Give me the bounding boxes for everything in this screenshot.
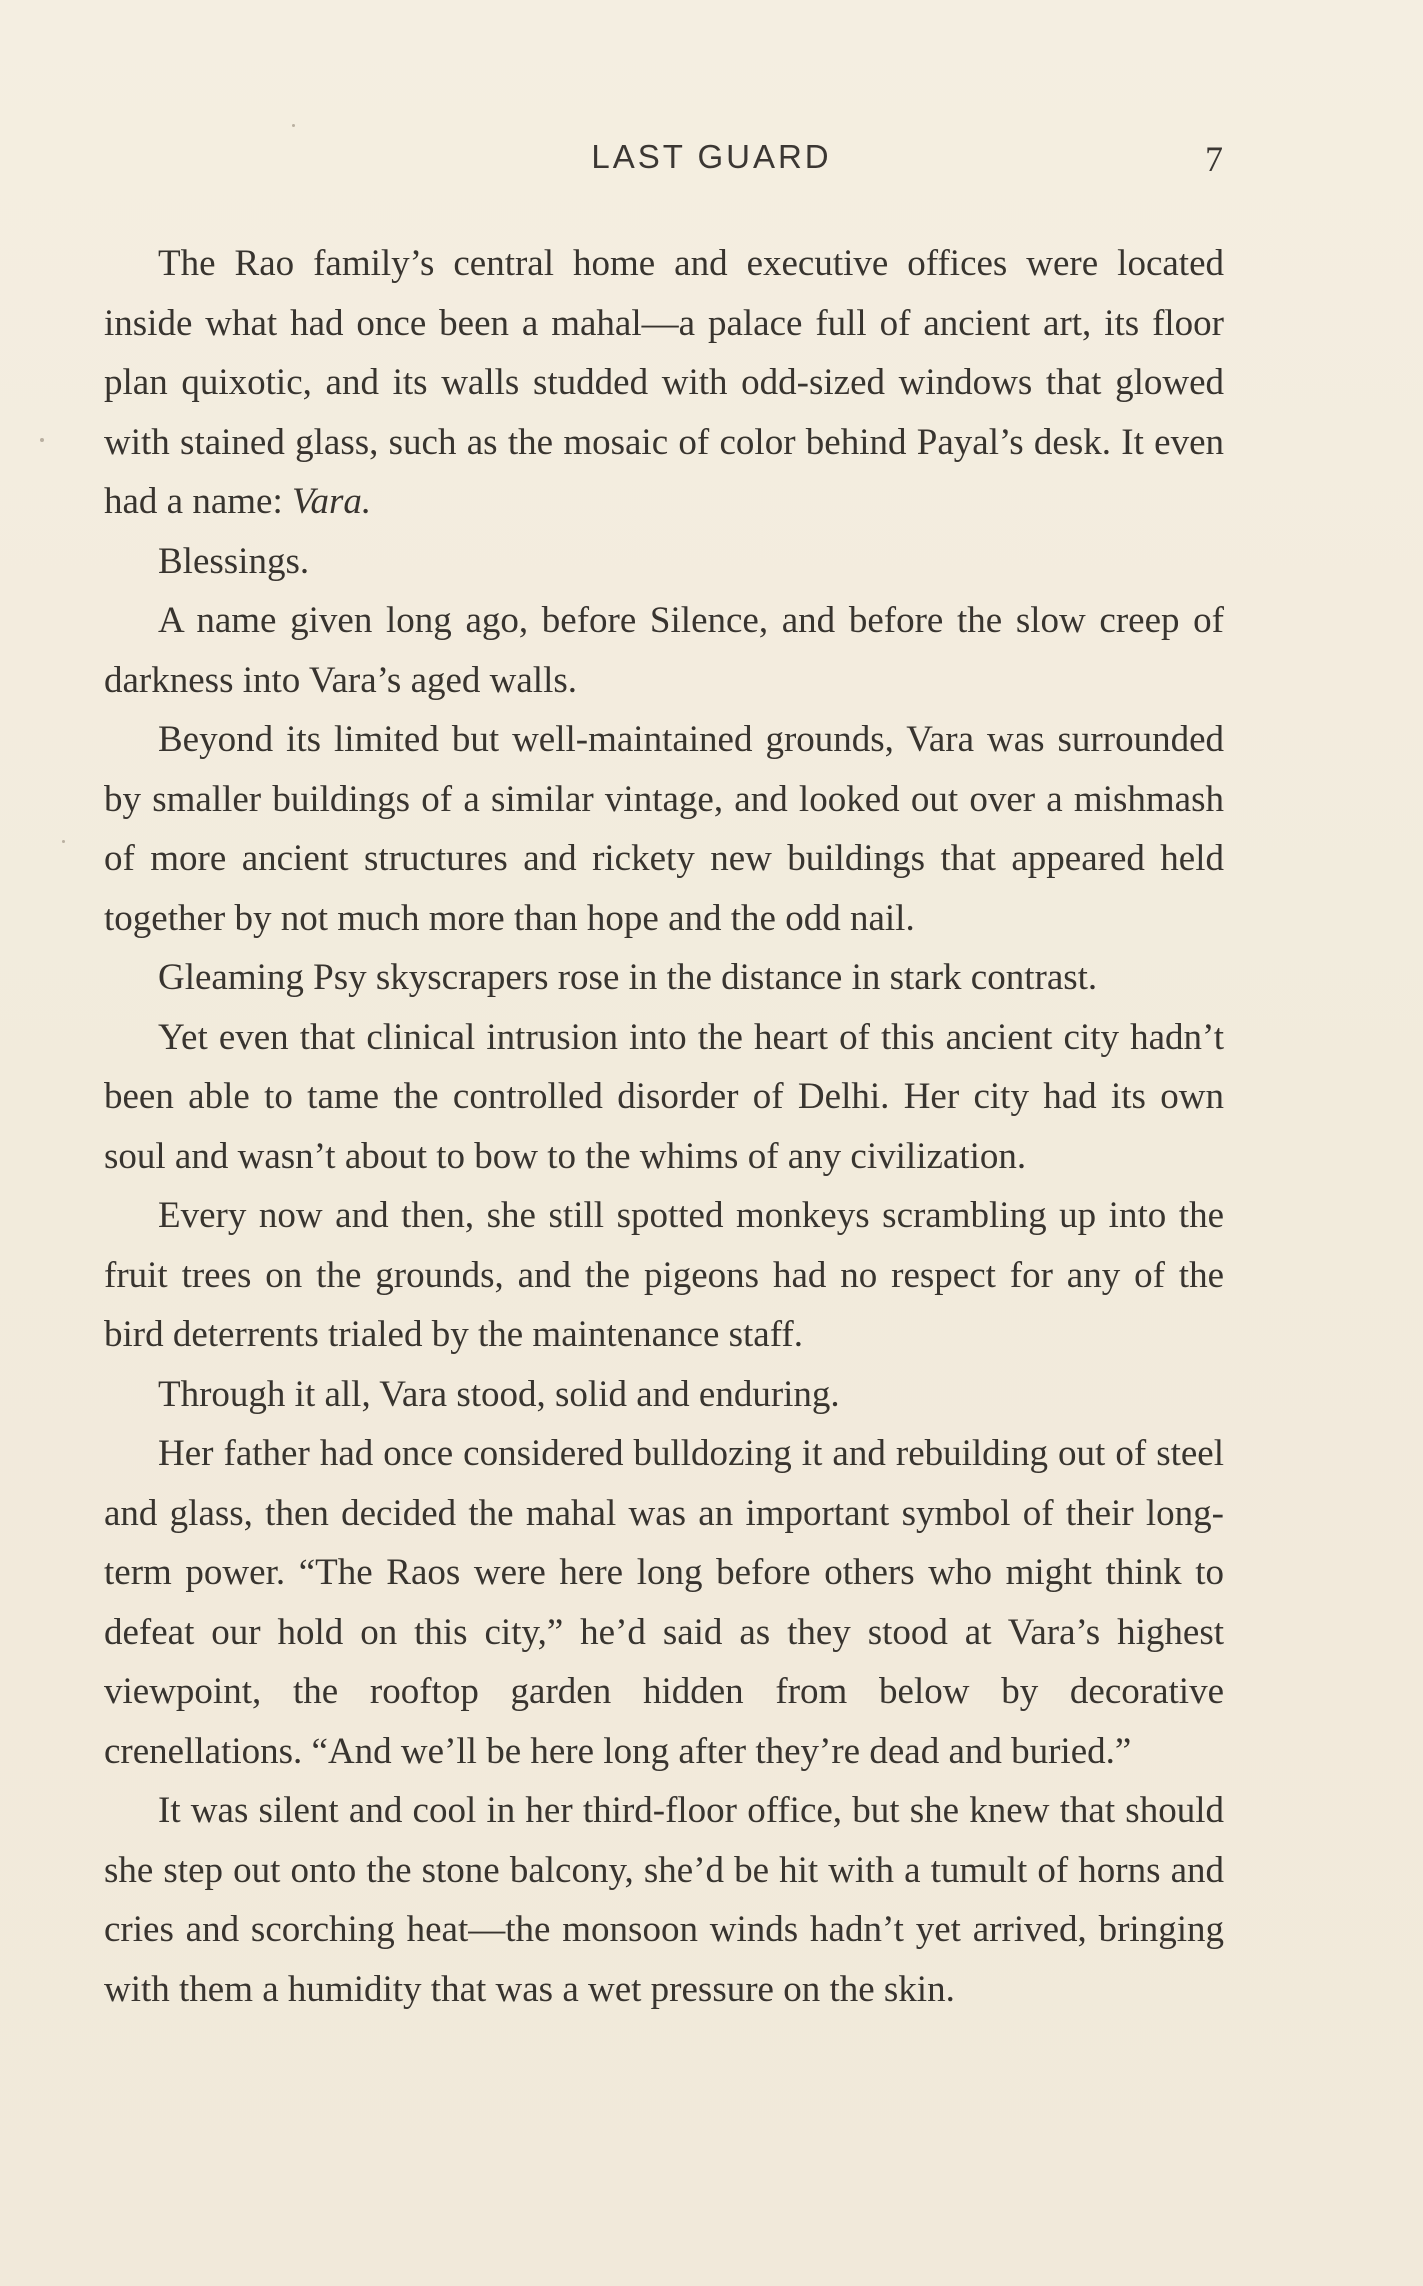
paper-speck (292, 124, 295, 127)
paragraph: Gleaming Psy skyscrapers rose in the distance in stark contrast. (158, 957, 1098, 998)
paragraph: Through it all, Vara stood, solid and enduring. (158, 1373, 840, 1415)
paragraph: Beyond its limited but well-maintained grounds, Vara was surrounded by smaller buildings of a similar vintage, and looked out over a mishmash of more ancient structures and rickety new buildings that appeared held together by not much more than hope and the odd nail. (104, 719, 1224, 939)
paragraph: It was silent and cool in her third-floor office, but she knew that should she step out onto the stone balcony, she’d be hit with a tumult of horns and cries and scorching heat—the monsoon winds hadn’t yet arrived, bringing with them a humidity that was a wet pressure on the skin. (104, 1790, 1224, 2010)
paper-speck (40, 438, 44, 442)
running-title: LAST GUARD (591, 138, 832, 175)
paragraph: Blessings. (158, 540, 310, 582)
paper-speck (62, 840, 65, 843)
running-header (0, 138, 1423, 178)
body-text (104, 234, 1224, 2019)
paragraph: Yet even that clinical intrusion into the heart of this ancient city hadn’t been able to tame the controlled disorder of Delhi. Her city had its own soul and wasn’t about to bow to the whims of any civilization. (104, 1016, 1224, 1177)
paragraph: Her father had once considered bulldozing it and rebuilding out of steel and glass, then decided the mahal was an important symbol of their long-term power. “The Raos were here long before others who might think to defeat our hold on this city,” he’d said as they stood at Vara’s highest viewpoint, the rooftop garden hidden from below by decorative crenellations. “And we’ll be here long after they’re dead and buried.” (104, 1433, 1224, 1772)
paragraph: Every now and then, she still spotted monkeys scrambling up into the fruit trees on the grounds, and the pigeons had no respect for any of the bird deterrents trialed by the maintenance staff. (104, 1195, 1224, 1355)
italic-name: Vara. (292, 481, 372, 522)
paragraph: A name given long ago, before Silence, and before the slow creep of darkness into Vara’s aged walls. (104, 600, 1224, 701)
paragraph-text: The Rao family’s central home and executive offices were located inside what had once been a mahal—a palace full of ancient art, its floor plan quixotic, and its walls studded with odd-sized windows that glowed with stained glass, such as the mosaic of color behind Payal’s desk. It even had a name: (104, 243, 1224, 522)
page-number: 7 (1205, 139, 1223, 179)
paragraph (104, 234, 1224, 532)
